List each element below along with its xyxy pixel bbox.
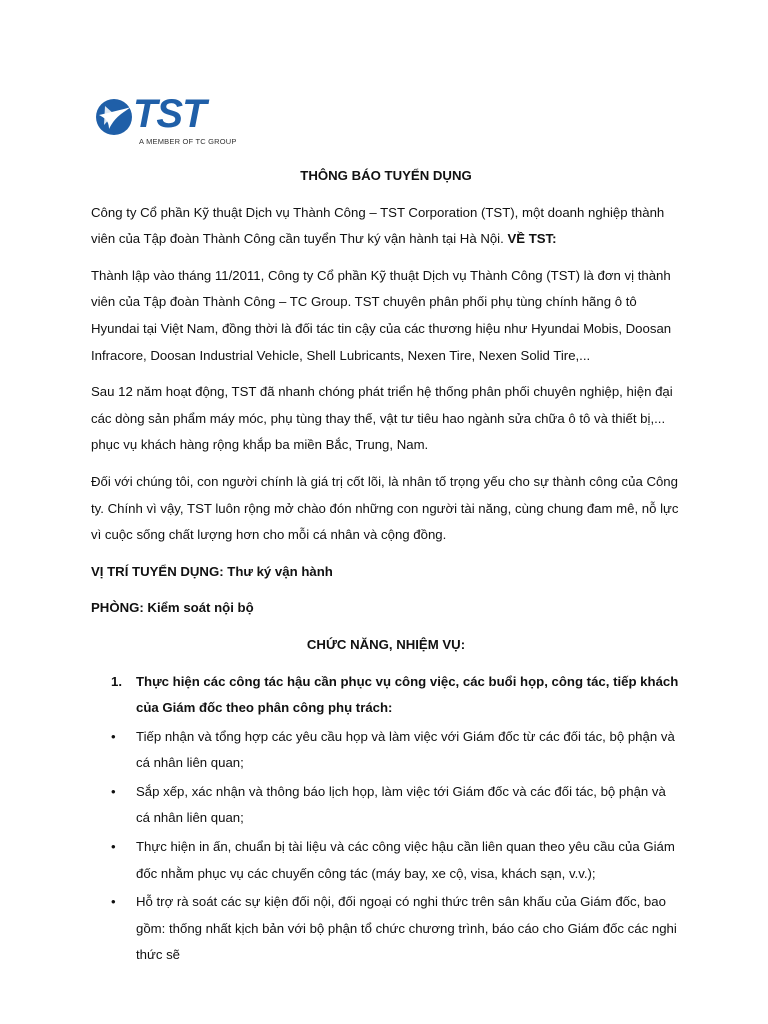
intro-text: Công ty Cổ phần Kỹ thuật Dịch vụ Thành Công – TST Corporation (TST), một doanh nghiệp thành viên của Tập đoàn Thành Công cần tuyển Thư ký vận hành tại Hà Nội. <box>91 204 665 247</box>
about-heading: VỀ TST: <box>503 231 557 247</box>
duties-heading: CHỨC NĂNG, NHIỆM VỤ: <box>306 636 466 652</box>
department-heading: PHÒNG: Kiểm soát nội bộ <box>91 600 254 616</box>
list-item-text: Thực hiện in ấn, chuẩn bị tài liệu và các công việc hậu cần liên quan theo yêu cầu của Giám đốc nhằm phục vụ các chuyến công tác (máy bay, xe cộ, visa, khách sạn, v.v.); <box>136 839 675 881</box>
document-body <box>91 163 681 969</box>
bullet-mark: • <box>111 839 116 855</box>
list-item-text: Tiếp nhận và tổng hợp các yêu cầu họp và làm việc với Giám đốc từ các đối tác, bộ phận và cá nhân liên quan; <box>136 728 675 771</box>
company-logo <box>95 92 245 150</box>
about-paragraph-3: Đối với chúng tôi, con người chính là giá trị cốt lõi, là nhân tố trọng yếu cho sự thành công của Công ty. Chính vì vậy, TST luôn rộng mở chào đón những con người tài năng, cùng chung đam mê, nỗ lực vì cuộc sống chất lượng hơn cho mỗi cá nhân và cộng đồng. <box>91 473 679 543</box>
list-item <box>91 889 681 969</box>
duty-1-number: 1. <box>111 673 122 689</box>
list-item <box>91 724 681 777</box>
list-item <box>91 779 681 832</box>
logo-tagline: A MEMBER OF TC GROUP <box>139 137 237 146</box>
bullet-mark: • <box>111 728 116 744</box>
intro-paragraph <box>91 200 681 253</box>
duty-1-title: Thực hiện các công tác hậu cần phục vụ công việc, các buổi họp, công tác, tiếp khách của Giám đốc theo phân công phụ trách: <box>136 673 679 716</box>
star-globe-icon <box>95 97 135 137</box>
position-heading: VỊ TRÍ TUYỂN DỤNG: Thư ký vận hành <box>91 563 333 579</box>
list-item-text: Sắp xếp, xác nhận và thông báo lịch họp, làm việc tới Giám đốc và các đối tác, bộ phận và cá nhân liên quan; <box>136 783 666 826</box>
logo-brand: TST <box>133 92 206 136</box>
about-paragraph-1: Thành lập vào tháng 11/2011, Công ty Cổ phần Kỹ thuật Dịch vụ Thành Công (TST) là đơn vị thành viên của Tập đoàn Thành Công – TC Group. TST chuyên phân phối phụ tùng chính hãng ô tô Hyundai tại Việt Nam, đồng thời là đối tác tin cậy của các thương hiệu như Hyundai Mobis, Doosan Infracore, Doosan Industrial Vehicle, Shell Lubricants, Nexen Tire, Nexen Solid Tire,... <box>91 267 672 363</box>
list-item-text: Hỗ trợ rà soát các sự kiện đối nội, đối ngoại có nghi thức trên sân khấu của Giám đốc, bao gồm: thống nhất kịch bản với bộ phận tổ chức chương trình, báo cáo cho Giám đốc các nghi thức sẽ <box>136 894 677 963</box>
document-title: THÔNG BÁO TUYỂN DỤNG <box>300 168 472 183</box>
list-item <box>91 834 681 887</box>
bullet-mark: • <box>111 894 116 910</box>
bullet-mark: • <box>111 783 116 799</box>
about-paragraph-2: Sau 12 năm hoạt động, TST đã nhanh chóng phát triển hệ thống phân phối chuyên nghiệp, hiện đại các dòng sản phẩm máy móc, phụ tùng thay thế, vật tư tiêu hao ngành sửa chữa ô tô và thiết bị,... phục vụ khách hàng rộng khắp ba miền Bắc, Trung, Nam. <box>91 384 673 453</box>
duty-1 <box>91 669 681 722</box>
